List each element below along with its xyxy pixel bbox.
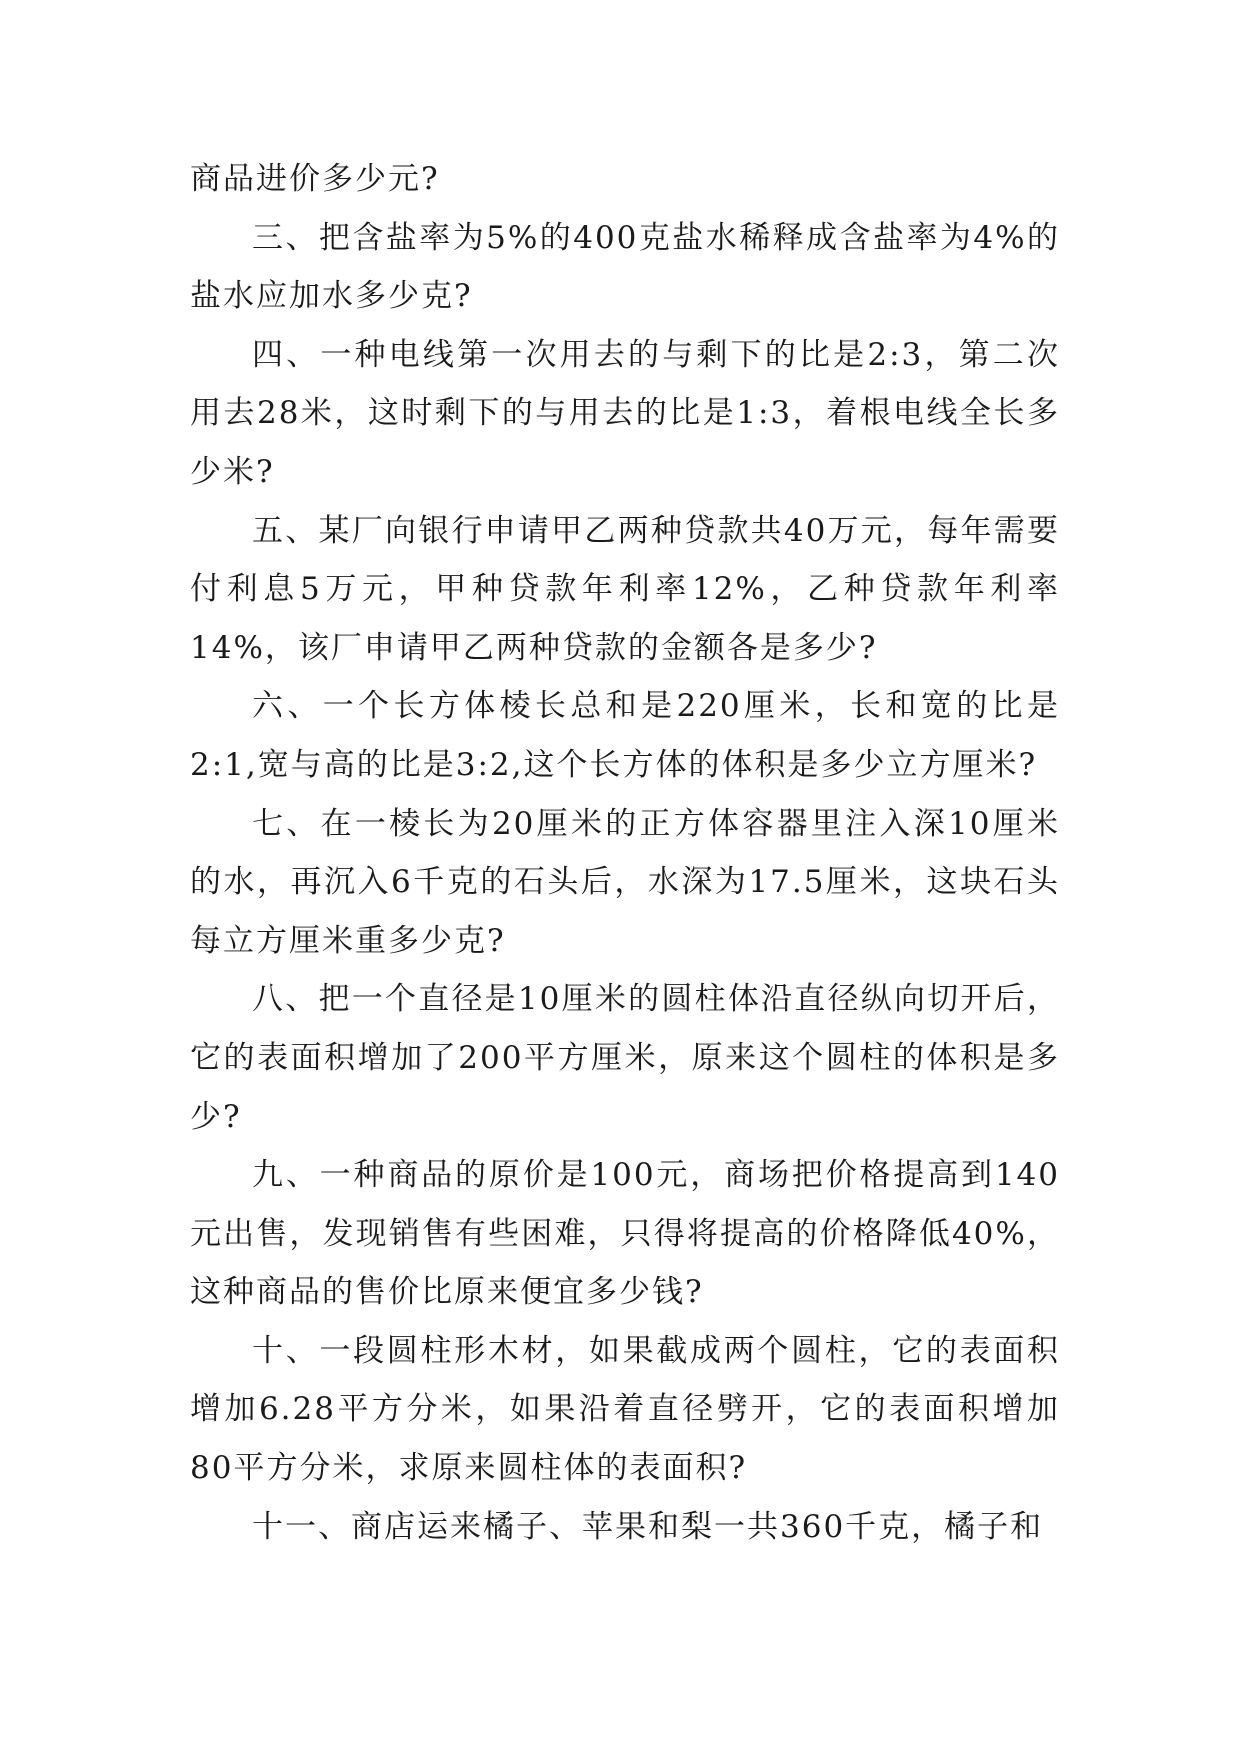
document-body (190, 150, 1060, 1556)
problem-10: 十、一段圆柱形木材，如果截成两个圆柱，它的表面积增加6.28平方分米，如果沿着直径劈开，它的表面积增加80平方分米，求原来圆柱体的表面积? (190, 1332, 1060, 1487)
problem-5: 五、某厂向银行申请甲乙两种贷款共40万元，每年需要付利息5万元，甲种贷款年利率12%，乙种贷款年利率14%，该厂申请甲乙两种贷款的金额各是多少? (190, 512, 1060, 666)
paragraph-continuation: 商品进价多少元? (190, 161, 440, 197)
problem-11: 十一、商店运来橘子、苹果和梨一共360千克，橘子和 (252, 1508, 1044, 1545)
problem-8: 八、把一个直径是10厘米的圆柱体沿直径纵向切开后，它的表面积增加了200平方厘米，原来这个圆柱的体积是多少? (190, 981, 1060, 1135)
problem-3: 三、把含盐率为5%的400克盐水稀释成含盐率为4%的盐水应加水多少克? (190, 219, 1060, 315)
problem-7: 七、在一棱长为20厘米的正方体容器里注入深10厘米的水，再沉入6千克的石头后，水深为17.5厘米，这块石头每立方厘米重多少克? (190, 805, 1060, 959)
problem-6: 六、一个长方体棱长总和是220厘米，长和宽的比是2:1,宽与高的比是3:2,这个长方体的体积是多少立方厘米? (190, 688, 1060, 783)
problem-4: 四、一种电线第一次用去的与剩下的比是2:3，第二次用去28米，这时剩下的与用去的比是1:3，着根电线全长多少米? (190, 336, 1060, 490)
problem-9: 九、一种商品的原价是100元，商场把价格提高到140元出售，发现销售有些困难，只得将提高的价格降低40%，这种商品的售价比原来便宜多少钱? (190, 1157, 1060, 1311)
